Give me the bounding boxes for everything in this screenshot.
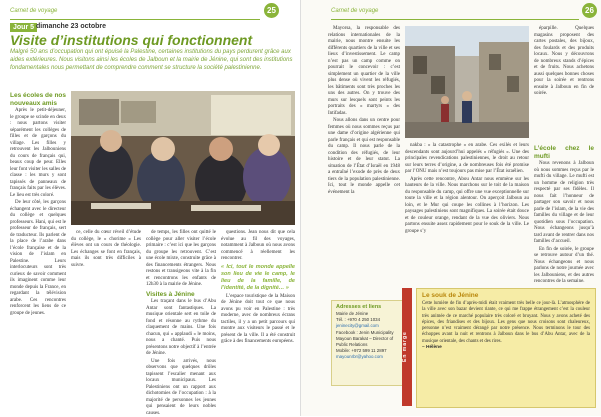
paragraph: De leur côté, les garçons échangent avec le directeur du collège et quelques professeurs. Hani, qui est le professeur de français, sert de traducteur. Ils parlent de la place de l’arabe dans l’école française et de la vision de l’islam en Palestine. Leurs interlocuteurs sont très curieux de savoir comment ils imaginent comme leur monde depuis la France, en regardant la télévision arabe. Ces rencontres renforcent les liens de ce groupe de jeunes. xyxy=(10,200,66,317)
address-email: jeninecity@gmail.com xyxy=(336,323,400,329)
paragraph: Nous revenons à Jalboun où nous sommes reçus par le mufti du village. Le mufti est un homme de religion très respecté par ses fidèles. Il nous fait l’honneur de partager son savoir et nous parle de l’islam, de la vie des familles du village et de leur quotidien sous l’occupation. Nous échangeons jusqu’à tard avant de rentrer dans nos familles d’accueil. xyxy=(534,161,594,246)
address-line: Tél. : +970 4 250 1034 xyxy=(336,317,400,323)
left-column-4 xyxy=(221,230,295,410)
paragraph: Nous allons dans un centre pour femmes où nous sommes reçus par une dame d’origine algérienne qui parle français et qui est responsable du camp. Il nous parle de la condition des réfugiés, de leur histoire et de leur statut. La situation de l’État d’Israël en 1948 a entraîné l’exode de près de deux tiers de la population palestinienne. Ici, tout le monde appelle cet événement la xyxy=(328,118,400,196)
paragraph: Après le petit-déjeuner, le groupe se scinde en deux : nous partons visiter séparément les collèges de filles et de garçons du village. Les filles y retrouvent les Jalbouniens du cours de français qui, beaux coup de peur. Elles leur font visiter les salles de classe : les murs y sont tapissés de panneaux de français faits par les élèves. Le lieu est très coloré. xyxy=(10,108,66,199)
page-number: 25 xyxy=(264,3,279,18)
classroom-photo xyxy=(71,91,295,225)
article-headline: Visite d’institutions qui fonctionnent xyxy=(10,32,290,48)
street-photo xyxy=(405,26,529,138)
street-photo-illustration xyxy=(405,26,529,138)
paragraph: Après cette rencontre, Abou Antar nous emmène sur les hauteurs de la ville. Nous marchons sur le toit de la maison du responsable du camp, qui offre une vue exceptionnelle sur toute la ville et la région alentour. On aperçoit Jalboun au loin, et le Mur qui coupe les collines à l’horizon. Les paysages palestiniens sont magnifiques. La soirée était douce et de couleur orange, rendant de la vue des oliviers. Nous partons ensuite assez rapidement pour le souk de la ville. Le groupe s’y xyxy=(405,177,529,236)
paragraph: éparpille. Quelques magasins proposent des cartes postales, des bijoux, des foulards et des produits locaux. Nous y découvrons de nombreux stands d’épices et de fruits. Nous achetons aussi quelques bonnes choses pour la soirée et rentrons ensuite à Jalboun en fin de soirée. xyxy=(534,26,594,98)
address-box-title: Adresses et liens xyxy=(336,304,400,311)
paragraph: nakba : « la catastrophe » en arabe. Ces exilés et leurs descendants sont aujourd’hui appelés « réfugiés ». Une des principales revendications palestiniennes, le droit au retour sur leurs terres d’origine, a de nombreuses fois été promise par l’ONU mais n’est toujours pas mise par l’État israélien. xyxy=(405,143,529,176)
souk-title: Le souk de Jénine xyxy=(422,292,590,300)
right-page xyxy=(300,0,601,416)
header-rule xyxy=(331,19,579,20)
address-line: Mayoun Barakat – Director of Public Relations xyxy=(336,336,400,348)
address-line: Mairie de Jénine xyxy=(336,311,400,317)
side-tab: En marge xyxy=(402,288,412,406)
souk-box xyxy=(416,288,596,408)
address-box xyxy=(331,300,405,386)
article-standfirst: Malgré 50 ans d’occupation qui ont épuisé la Palestine, certaines institutions du pays perdurent grâce aux aides extérieures. Nous visitons ainsi les écoles de Jalboun et la mairie de Jénine, qui sont des institutions fondamentales nous permettant de comprendre comment se structure la société palestinienne. xyxy=(10,49,295,72)
left-column-3 xyxy=(146,230,216,410)
subhead-mufti: L’école chez le mufti xyxy=(534,145,594,160)
address-line: Facebook : Jenin Municipality xyxy=(336,330,400,336)
left-column-2 xyxy=(71,230,141,410)
paragraph: ce, celle du cœur réveil d’étude du collège, le « chorime » Les élèves ont un cours de théologie. Les échanges se font en français, mais ils sont très difficiles à suivre. xyxy=(71,230,141,269)
subhead-jenin: Visites à Jénine xyxy=(146,291,216,299)
right-column-3 xyxy=(534,143,594,283)
subhead-schools: Les écoles de nos nouveaux amis xyxy=(10,92,66,107)
paragraph: L’espace touristique de la Maison de Jénine doit tout ce que nous avons pu voir en Palestine : très moderne, avec de nombreux écrans tactiles, il y a un petit parcours qui montre aux visiteurs le passé et le présent de la ville. Il a été construit grâce à des financements européens. xyxy=(221,294,295,346)
paragraph: questions. Jean nous dit que cela évolue au fil des voyages, notamment à Jalboun où nous avons commencé à réellement les rencontrer. xyxy=(221,230,295,263)
right-column-2 xyxy=(405,143,529,283)
paragraph: Mayorsa, la responsable des relations internationales de la mairie, nous montre ensuite les différents quartiers de la ville et ses lieux d’investissement. Le camp n’est pas un camp comme on pourrait le concevoir : c’est simplement un quartier de la ville plus dense où vivent les réfugiés, les bâtiments sont très proches les uns des autres. On y trouve des murs sur lesquels sont peints les portraits des « martyrs » des Intifadas. xyxy=(328,26,400,117)
paragraph: En fin de soirée, le groupe se retrouve autour d’un thé. Nous échangeons et nous parlons de notre journée avec les Jalbouniens, et des autres rencontres de la semaine. xyxy=(534,247,594,286)
left-page xyxy=(0,0,300,416)
address-line: Mobile: +972 599 11 2897 xyxy=(336,348,400,354)
section-label: Carnet de voyage xyxy=(331,8,378,14)
header-rule xyxy=(10,19,260,20)
paragraph: Les traçant dans le bus d’Abu Antar sont fantastiques. La musique orientale sert en toile de fond et résonne au rythme du claquement de mains. Une fois chacun, qui « applaudi » le moins, nous a chanté. Puis nous présentons notre objectif à l’entrée de Jénine. xyxy=(146,299,216,358)
paragraph: de temps, les filles ont quitté le collège pour aller visiter l’école primaire : c’est ici que les garçons du groupe les retrouvent. C’est une école mixte, construite grâce à des financements étrangers. Nous restons et transigeons vite à la fin et rencontrons les enfants de 12h30 à la mairie de Jénine. xyxy=(146,230,216,289)
souk-signature: – Hélène xyxy=(422,345,590,351)
paragraph: Une fois arrivés, nous observons que quelques drôles tapissent l’escalier menant aux locaux municipaux. Les Palestiniens ont un rapport aux dichotomies de l’occupation : à la majorité de personnes les jeunes qui pensaient de leurs nobles causes. xyxy=(146,359,216,417)
section-label: Carnet de voyage xyxy=(10,8,57,14)
address-email: mayounrbr@yahoo.com xyxy=(336,354,400,360)
left-column-1 xyxy=(10,90,66,410)
date-line: dimanche 23 octobre xyxy=(36,23,106,30)
souk-text: Cette lumière de fin d’après-midi était vraiment très belle ce jour-là. L’atmosphère de la ville avec son bazar devient riante, ce qui me frappe étrangement c’est la couleur très animée de ce marché populaire très coloré et bruyant. Nous y avons acheté des épices, des friandises et des bijoux. Les gens que nous croisons sont chaleureux, personne n’est vraiment dérangé par notre présence. Nous terminons le tour des échoppes avant la nuit et rentrons à Jalboun dans le bus d’Abu Antar, avec de la musique orientale, des chants et des rires. xyxy=(422,301,590,345)
pull-quote: « Ici, tout le monde appelle son lieu de vie le camp, le lieu de la famille, de l’identité, de la dignité… » xyxy=(221,264,295,292)
classroom-photo-illustration xyxy=(71,91,295,225)
right-column-3-top xyxy=(534,26,594,138)
day-badge: Jour 5 xyxy=(10,23,37,32)
page-number: 26 xyxy=(582,3,597,18)
